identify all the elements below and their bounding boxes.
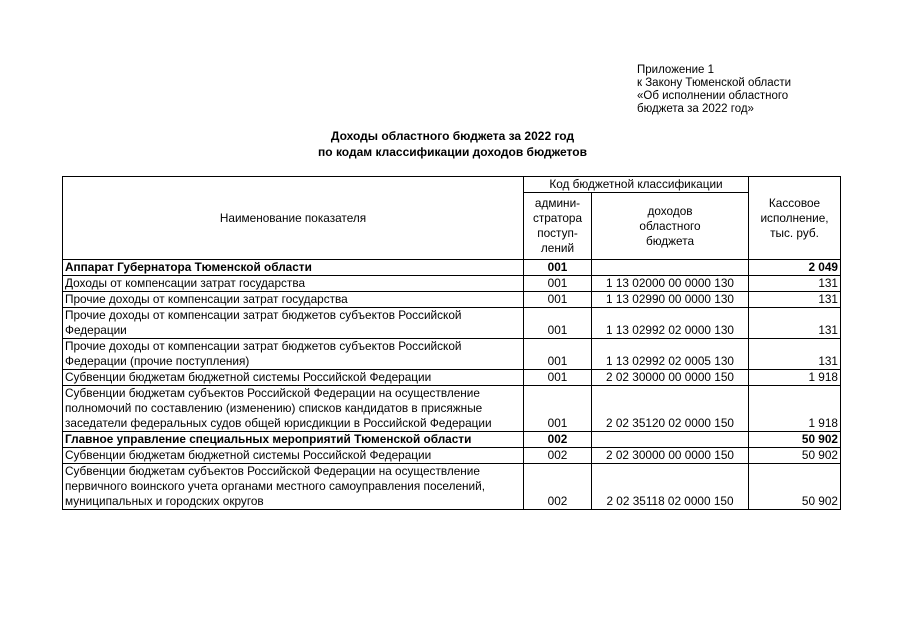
header-name: Наименование показателя (63, 177, 524, 260)
row-income-code: 1 13 02990 00 0000 130 (592, 292, 749, 308)
row-name: Аппарат Губернатора Тюменской области (63, 260, 524, 276)
row-admin-code: 002 (524, 448, 592, 464)
row-income-code: 1 13 02992 02 0000 130 (592, 308, 749, 339)
row-amount: 131 (749, 276, 841, 292)
row-income-code: 2 02 30000 00 0000 150 (592, 448, 749, 464)
appendix-line: «Об исполнении областного (637, 90, 789, 102)
title-line-1: Доходы областного бюджета за 2022 год (330, 129, 575, 143)
table-row (63, 260, 841, 276)
table-row (63, 464, 841, 510)
row-name: Доходы от компенсации затрат государства (63, 276, 524, 292)
table-row (63, 292, 841, 308)
row-name: Субвенции бюджетам бюджетной системы Российской Федерации (63, 448, 524, 464)
document-title (0, 128, 905, 160)
row-name: Субвенции бюджетам субъектов Российской Федерации на осуществление полномочий по составлению (изменению) списков кандидатов в присяжные заседатели федеральных судов общей юрисдикции в Российской Федерации (63, 386, 524, 432)
row-amount: 50 902 (749, 464, 841, 510)
row-name: Субвенции бюджетам субъектов Российской Федерации на осуществление первичного воинского учета органами местного самоуправления поселений, муниципальных и городских округов (63, 464, 524, 510)
table-body (63, 260, 841, 510)
table-row (63, 370, 841, 386)
row-admin-code: 001 (524, 339, 592, 370)
row-amount: 1 918 (749, 386, 841, 432)
appendix-line: Приложение 1 (637, 64, 715, 76)
row-name: Прочие доходы от компенсации затрат государства (63, 292, 524, 308)
table-row (63, 432, 841, 448)
row-admin-code: 001 (524, 292, 592, 308)
row-amount: 131 (749, 308, 841, 339)
row-admin-code: 002 (524, 464, 592, 510)
row-admin-code: 001 (524, 260, 592, 276)
row-admin-code: 001 (524, 308, 592, 339)
appendix-line: к Закону Тюменской области (637, 77, 792, 89)
row-admin-code: 002 (524, 432, 592, 448)
row-admin-code: 001 (524, 276, 592, 292)
table-row (63, 276, 841, 292)
row-income-code (592, 432, 749, 448)
row-income-code: 2 02 30000 00 0000 150 (592, 370, 749, 386)
table-row (63, 386, 841, 432)
row-name: Главное управление специальных мероприятий Тюменской области (63, 432, 524, 448)
row-admin-code: 001 (524, 370, 592, 386)
header-admin: админи- стратора поступ- лений (524, 193, 592, 260)
row-income-code: 2 02 35120 02 0000 150 (592, 386, 749, 432)
row-amount: 50 902 (749, 432, 841, 448)
header-income-code: доходов областного бюджета (592, 193, 749, 260)
row-amount: 1 918 (749, 370, 841, 386)
row-income-code: 1 13 02992 02 0005 130 (592, 339, 749, 370)
table-row (63, 308, 841, 339)
row-amount: 131 (749, 339, 841, 370)
appendix-line: бюджета за 2022 год» (637, 103, 754, 115)
row-amount: 50 902 (749, 448, 841, 464)
row-name: Субвенции бюджетам бюджетной системы Российской Федерации (63, 370, 524, 386)
income-table (62, 176, 841, 510)
title-line-2: по кодам классификации доходов бюджетов (318, 145, 587, 159)
row-income-code (592, 260, 749, 276)
row-name: Прочие доходы от компенсации затрат бюджетов субъектов Российской Федерации (63, 308, 524, 339)
row-amount: 2 049 (749, 260, 841, 276)
row-name: Прочие доходы от компенсации затрат бюджетов субъектов Российской Федерации (прочие поступления) (63, 339, 524, 370)
row-amount: 131 (749, 292, 841, 308)
header-amount: Кассовое исполнение, тыс. руб. (749, 177, 841, 260)
appendix-note (637, 64, 867, 116)
row-admin-code: 001 (524, 386, 592, 432)
table-row (63, 339, 841, 370)
row-income-code: 1 13 02000 00 0000 130 (592, 276, 749, 292)
table-row (63, 448, 841, 464)
row-income-code: 2 02 35118 02 0000 150 (592, 464, 749, 510)
header-code-group: Код бюджетной классификации (524, 177, 749, 193)
